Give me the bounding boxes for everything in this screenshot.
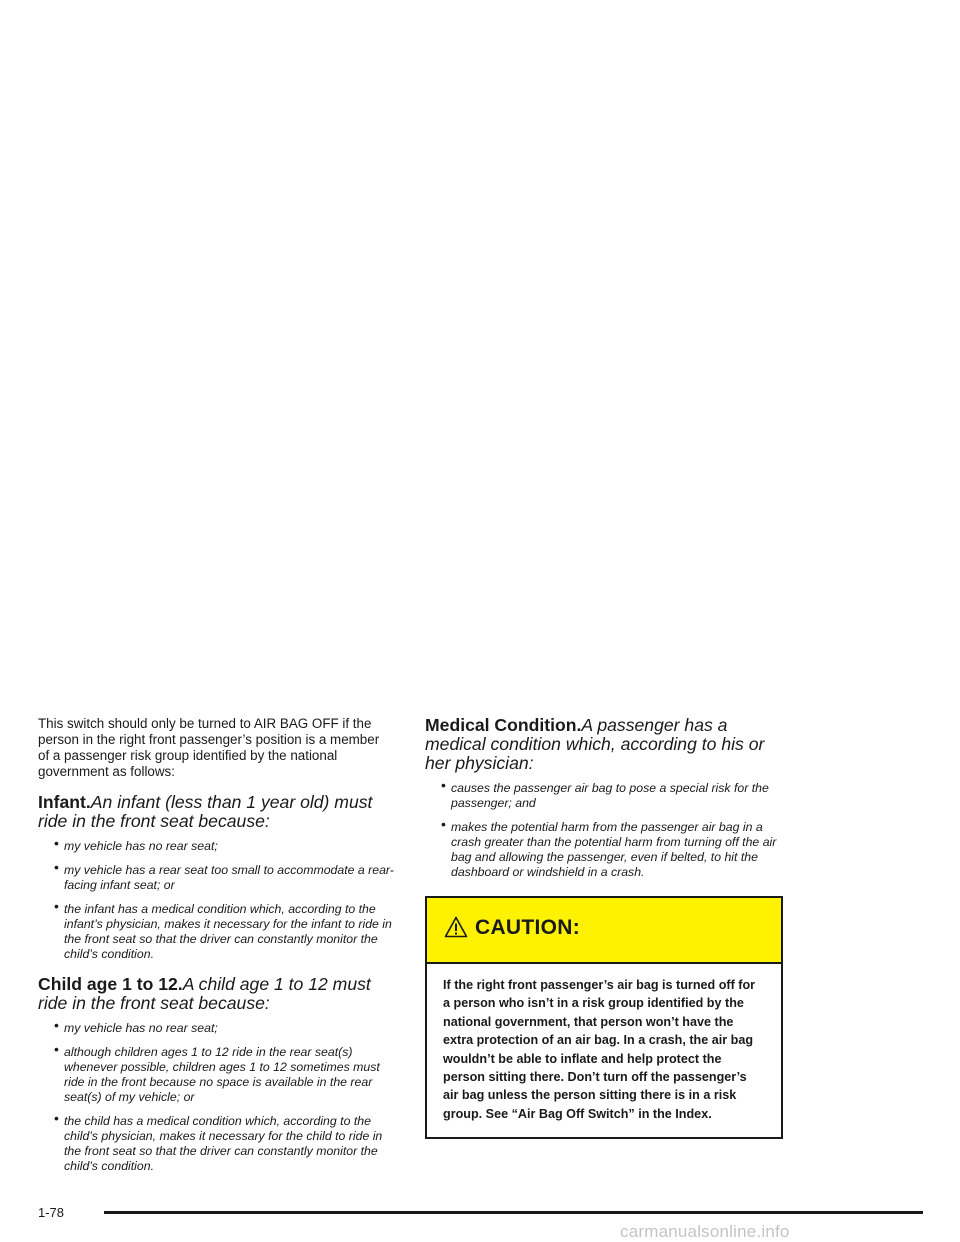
list-item: • the child has a medical condition which, according to the child’s physician, makes it necessary for the child to ride in the front seat so that the driver can constantly monitor the child’s condition. <box>54 1110 383 1173</box>
bullet-icon: • <box>54 859 59 875</box>
caution-body: If the right front passenger’s air bag is turned off for a person who isn’t in a risk group identified by the national government, that person won’t have the extra protection of an air bag. In a crash, the air bag wouldn’t be able to inflate and help protect the person sitting there. Don’t turn off the passenger’s air bag unless the person sitting there is in a risk group. See “Air Bag Off Switch” in the Index. <box>443 978 756 1121</box>
list-item: • although children ages 1 to 12 ride in the rear seat(s) whenever possible, children ages 1 to 12 sometimes must ride in the front because no space is available in the rear seat(s) of my vehicle; or <box>54 1041 380 1104</box>
bullet-icon: • <box>54 835 59 851</box>
right-column <box>425 716 783 1139</box>
bullet-icon: • <box>441 777 446 793</box>
warning-triangle-icon <box>444 916 468 938</box>
watermark: carmanualsonline.info <box>620 1222 790 1241</box>
child-heading <box>38 975 394 1013</box>
medical-heading-italic: A passenger has a medical condition which, according to his or her physician: <box>425 715 765 773</box>
bullet-icon: • <box>54 898 59 914</box>
caution-box <box>425 896 783 1139</box>
caution-title: CAUTION: <box>475 916 581 939</box>
list-item: • my vehicle has no rear seat; <box>54 1017 218 1035</box>
infant-bullet-list <box>38 835 394 962</box>
child-heading-italic: A child age 1 to 12 must ride in the front seat because: <box>38 974 371 1013</box>
medical-bullet-list <box>425 777 783 880</box>
footer-rule <box>104 1211 923 1214</box>
child-bullet-list <box>38 1017 394 1174</box>
list-item: • my vehicle has a rear seat too small to accommodate a rear-facing infant seat; or <box>54 859 394 892</box>
list-item: • causes the passenger air bag to pose a special risk for the passenger; and <box>441 777 769 810</box>
infant-heading <box>38 793 394 831</box>
child-heading-bold: Child age 1 to 12. <box>38 974 183 994</box>
caution-header <box>427 898 781 964</box>
list-item: • the infant has a medical condition which, according to the infant’s physician, makes it necessary for the infant to ride in the front seat so that the driver can constantly monitor the child’s condition. <box>54 898 392 961</box>
page-number: 1-78 <box>38 1205 65 1220</box>
bullet-icon: • <box>54 1110 59 1126</box>
bullet-icon: • <box>54 1017 59 1033</box>
bullet-icon: • <box>441 816 446 832</box>
intro-paragraph: This switch should only be turned to AIR BAG OFF if the person in the right front passenger’s position is a member of a passenger risk group identified by the national government as follows: <box>38 716 380 779</box>
medical-heading <box>425 716 783 773</box>
left-column <box>38 716 394 1183</box>
list-item: • makes the potential harm from the passenger air bag in a crash greater than the potential harm from turning off the air bag and allowing the passenger, even if belted, to hit the dashboard or windshield in a crash. <box>441 816 777 879</box>
infant-heading-italic: An infant (less than 1 year old) must ride in the front seat because: <box>38 792 373 831</box>
infant-heading-bold: Infant. <box>38 792 91 812</box>
list-item: • my vehicle has no rear seat; <box>54 835 218 853</box>
medical-heading-bold: Medical Condition. <box>425 715 582 735</box>
bullet-icon: • <box>54 1041 59 1057</box>
